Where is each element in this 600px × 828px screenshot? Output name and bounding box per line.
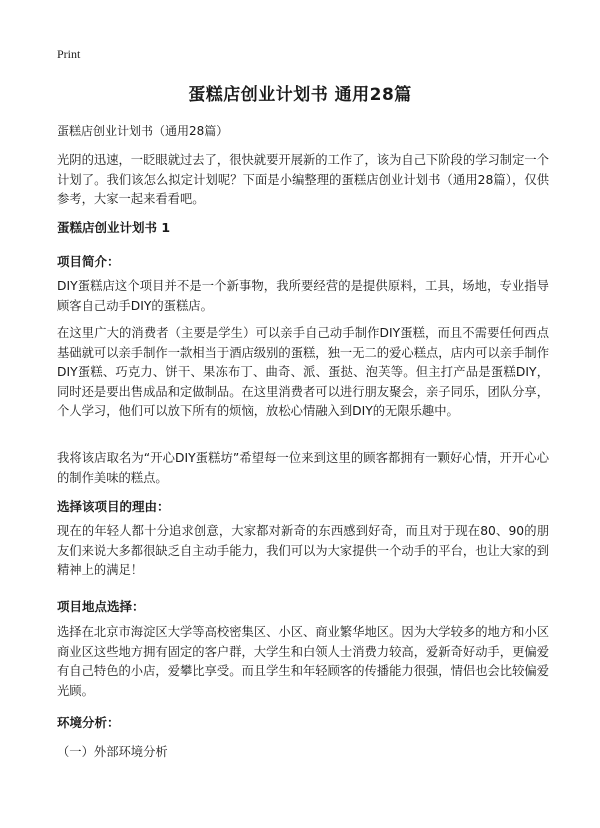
location-paragraph: 选择在北京市海淀区大学等高校密集区、小区、商业繁华地区。因为大学较多的地方和小区商业区这些地方拥有固定的客户群，大学生和白领人士消费力较高，爱新奇好动手，更偏爱有自己特色的小店，爱攀比享受。而且学生和年轻顾客的传播能力很强，情侣也会比较偏爱光顾。	[57, 625, 549, 698]
document-subtitle: 蛋糕店创业计划书（通用28篇）	[57, 124, 229, 138]
page-title: 蛋糕店创业计划书 通用28篇	[188, 85, 412, 105]
reason-paragraph: 现在的年轻人都十分追求创意，大家都对新奇的东西感到好奇，而且对于现在80、90的朋友们来说大多都很缺乏自主动手能力，我们可以为大家提供一个动手的平台，也让大家的到精神上的满足！	[57, 524, 549, 577]
project-intro-paragraph-3: 我将该店取名为“开心DIY蛋糕坊”希望每一位来到这里的顾客都拥有一颗好心情，开开心心的制作美味的糕点。	[57, 451, 549, 485]
intro-paragraph: 光阴的迅速，一眨眼就过去了，很快就要开展新的工作了，该为自己下阶段的学习制定一个计划了。我们该怎么拟定计划呢？下面是小编整理的蛋糕店创业计划书（通用28篇），仅供参考，大家一起来看看吧。	[57, 153, 549, 206]
print-label: Print	[57, 47, 81, 61]
external-environment-subheading: （一）外部环境分析	[57, 745, 168, 759]
project-intro-paragraph-1: DIY蛋糕店这个项目并不是一个新事物，我所要经营的是提供原料，工具，场地，专业指导顾客自己动手DIY的蛋糕店。	[57, 279, 549, 313]
plan-title: 蛋糕店创业计划书 1	[57, 220, 171, 235]
location-heading: 项目地点选择：	[57, 599, 145, 614]
reason-heading: 选择该项目的理由：	[57, 499, 170, 514]
project-intro-paragraph-2: 在这里广大的消费者（主要是学生）可以亲手自己动手制作DIY蛋糕，而且不需要任何西点基础就可以亲手制作一款相当于酒店级别的蛋糕，独一无二的爱心糕点，店内可以亲手制作DIY蛋糕、巧克力、饼干、果冻布丁、曲奇、派、蛋挞、泡芙等。但主打产品是蛋糕DIY，同时还是要出售成品和定做制品。在这里消费者可以进行朋友聚会，亲子同乐，团队分享，个人学习，他们可以放下所有的烦恼，放松心情融入到DIY的无限乐趣中。	[57, 326, 549, 418]
project-intro-heading: 项目简介：	[57, 254, 120, 269]
environment-heading: 环境分析：	[57, 715, 120, 730]
